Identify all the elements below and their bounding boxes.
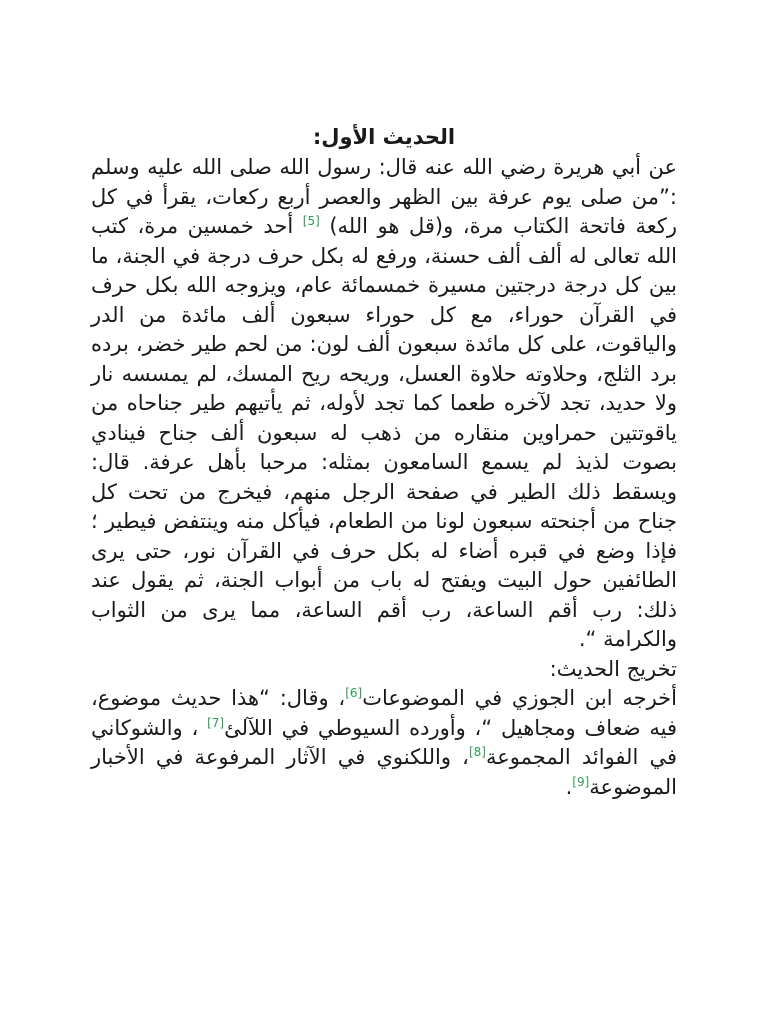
takhrij-text-part4: ، واللكنوي في الآثار المرفوعة في الأخبار الموضوعة	[91, 745, 677, 799]
footnote-ref-6[interactable]: [6]	[345, 686, 363, 700]
takhrij-text-part5: .	[565, 774, 573, 799]
hadith-text	[91, 153, 677, 655]
footnote-ref-9[interactable]: [9]	[572, 774, 590, 789]
hadith-text-part1: عن أبي هريرة رضي الله عنه قال: رسول الله صلى الله عليه وسلم :”من صلى يوم عرفة بين الظهر والعصر أربع ركعات، يقرأ في كل ركعة فاتحة الكتاب مرة، و(قل هو الله)	[91, 155, 677, 238]
takhrij-text-part3: ، والشوكاني في الفوائد المجموعة	[91, 715, 677, 769]
hadith-text-part2: أحد خمسين مرة، كتب الله تعالى له ألف ألف حسنة، ورفع له بكل حرف درجة في الجنة، ما بين كل درجة درجتين مسيرة خمسمائة عام، ويزوجه الله بكل حرف في القرآن حوراء، مع كل حوراء سبعون ألف مائدة من الدر والياقوت، على كل مائدة سبعون ألف لون: من لحم طير خضر، برده برد الثلج، وحلاوته حلاوة العسل، وريحه ريح المسك، لم يمسسه نار ولا حديد، تجد لآخره طعما كما تجد لأوله، ثم يأتيهم طير جناحاه من ياقوتتين حمراوين منقاره من ذهب له سبعون ألف جناح فينادي بصوت لذيذ لم يسمع السامعون بمثله: مرحبا بأهل عرفة. قال: ويسقط ذلك الطير في صفحة الرجل منهم، فيخرج من تحت كل جناح من أجنحته سبعون لونا من الطعام، فيأكل منه وينتفض فيطير ؛ فإذا وضع في قبره أضاء له بكل حرف في القرآن نور، حتى يرى الطائفين حول البيت ويفتح له باب من أبواب الجنة، ثم يقول عند ذلك: رب أقم الساعة، رب أقم الساعة، مما يرى من الثواب والكرامة “.	[91, 214, 677, 651]
document-body	[91, 121, 677, 802]
takhrij-text-part2: ، وقال: “هذا حديث موضوع، فيه ضعاف ومجاهيل “، وأورده السيوطي في اللآلئ	[91, 686, 677, 740]
footnote-ref-5[interactable]: [5]	[302, 214, 320, 228]
takhrij-text-part1: أخرجه ابن الجوزي في الموضوعات	[362, 686, 677, 710]
hadith-title: الحديث الأول:	[312, 125, 456, 149]
footnote-ref-7[interactable]: [7]	[207, 715, 225, 730]
takhrij-heading: تخريج الحديث:	[549, 656, 677, 681]
footnote-ref-8[interactable]: [8]	[468, 745, 486, 759]
takhrij-text	[91, 684, 677, 802]
